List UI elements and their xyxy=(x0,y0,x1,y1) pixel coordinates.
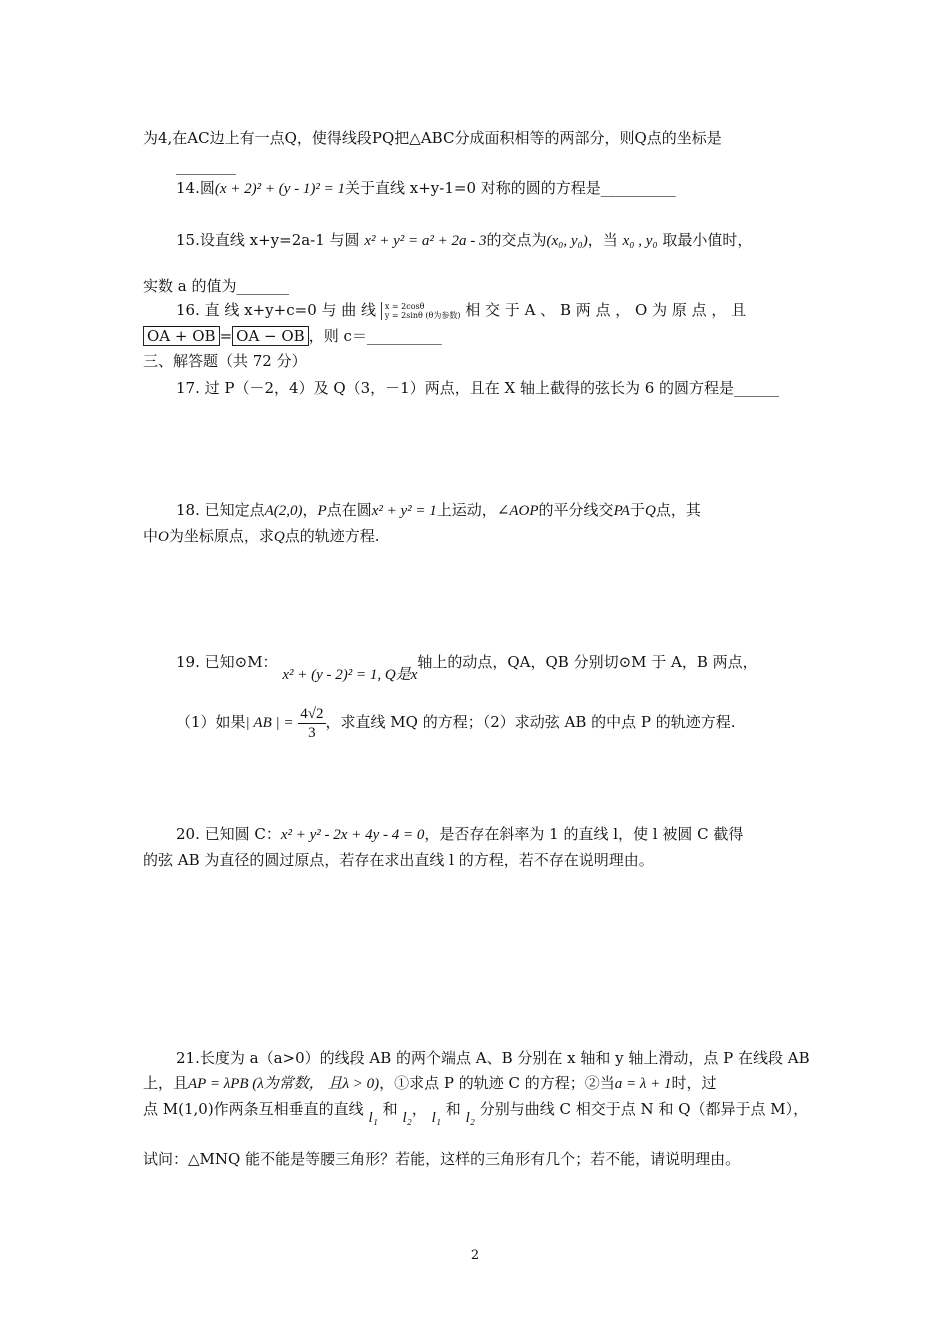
section-3-heading: 三、解答题（共 72 分） xyxy=(143,352,307,370)
q18-origin: O xyxy=(158,529,169,545)
q21-line4: 试问：△MNQ 能不能是等腰三角形？若能，这样的三角形有几个；若不能，请说明理由。 xyxy=(143,1150,741,1168)
q15-line2: 实数 a 的值为_______ xyxy=(143,277,289,295)
q16-param-system xyxy=(381,302,461,320)
q19-fraction xyxy=(298,705,325,742)
q15-suffix: 取最小值时， xyxy=(662,231,753,249)
q20-b: ，是否存在斜率为 1 的直线 l，使 l 被圆 C 截得 xyxy=(424,825,744,843)
q15-mid2: ，当 xyxy=(587,231,618,249)
q18-line2 xyxy=(143,526,380,547)
q16-suffix: 相 交 于 A 、 B 两 点 ， O 为 原 点 ， 且 xyxy=(465,301,747,319)
q14-equation: (x + 2)² + (y - 1)² = 1 xyxy=(214,181,346,197)
q15-mid: 的交点为 xyxy=(486,231,547,249)
q19-fraction-denominator: 3 xyxy=(308,724,316,741)
q15 xyxy=(176,230,752,251)
q13-line1: 为4,在AC边上有一点Q，使得线段PQ把△ABC分成面积相等的两部分，则Q点的坐标是 xyxy=(143,129,722,147)
q17: 17. 过 P（－2，4）及 Q（3，－1）两点，且在 X 轴上截得的弦长为 6 的圆方程是______ xyxy=(176,379,780,397)
q18-angle: ∠AOP xyxy=(496,503,539,519)
q18-e: 的平分线交 xyxy=(538,501,614,519)
q20-equation: x² + y² - 2x + 4y - 4 = 0 xyxy=(280,827,425,843)
q14 xyxy=(176,178,676,199)
q16-vector-diff: OA − OB xyxy=(232,326,309,346)
q14-prefix: 14.圆 xyxy=(176,179,215,197)
q18 xyxy=(176,500,701,521)
q16 xyxy=(176,300,746,320)
q18-point-q: Q xyxy=(644,503,656,519)
q18-l2c: 点的轨迹方程. xyxy=(284,527,380,545)
q19 xyxy=(176,652,758,683)
q21-and-2: 和 xyxy=(445,1100,461,1118)
q21-l3a: 点 M(1,0)作两条互相垂直的直线 xyxy=(143,1100,364,1118)
q15-prefix: 15.设直线 x+y=2a-1 与圆 xyxy=(176,231,360,249)
q18-l2b: 为坐标原点，求 xyxy=(168,527,274,545)
q18-point-a: A(2,0) xyxy=(264,503,303,519)
q18-segment: PA xyxy=(613,503,630,519)
q18-point-q2: Q xyxy=(273,529,285,545)
q19-fraction-numerator: 4√2 xyxy=(300,705,324,722)
q18-g: 点，其 xyxy=(655,501,701,519)
q18-l2a: 中 xyxy=(143,527,159,545)
q13-blank: ________ xyxy=(176,157,236,175)
q21-line-l1: l₁ xyxy=(368,1110,378,1126)
q21-l2b: ，①求点 P 的轨迹 C 的方程；②当 xyxy=(379,1074,615,1092)
q14-suffix: 关于直线 x+y-1=0 对称的圆的方程是__________ xyxy=(345,179,676,197)
q16-sys-x: x = 2cosθ xyxy=(384,302,425,311)
q20-a: 20. 已知圆 C： xyxy=(176,825,281,843)
q16-tail: ，则 c＝__________ xyxy=(308,327,442,345)
q18-circle: x² + y² = 1 xyxy=(371,503,437,519)
q21-a-condition: a = λ + 1 xyxy=(614,1076,672,1092)
q18-a: 18. 已知定点 xyxy=(176,501,265,519)
q18-b: ， xyxy=(302,501,318,519)
q19-ab-length: | AB | = xyxy=(245,715,294,731)
q19-equation: x² + (y - 2)² = 1, Q是x xyxy=(282,667,418,683)
q21-line1: 21.长度为 a（a>0）的线段 AB 的两个端点 A、B 分别在 x 轴和 y 轴上滑动，点 P 在线段 AB xyxy=(176,1049,810,1067)
q20-line2: 的弦 AB 为直径的圆过原点，若存在求出直线 l 的方程，若不存在说明理由。 xyxy=(143,851,654,869)
q21-line3 xyxy=(143,1099,809,1126)
page-number: 2 xyxy=(470,1248,480,1263)
q18-f: 于 xyxy=(629,501,645,519)
q19-l2b: ，求直线 MQ 的方程；（2）求动弦 AB 的中点 P 的轨迹方程. xyxy=(325,713,736,731)
q15-point: (x₀, y₀) xyxy=(546,233,588,249)
q21-and-1: 和 xyxy=(382,1100,398,1118)
q19-b: 轴上的动点，QA，QB 分别切⊙M 于 A，B 两点， xyxy=(417,653,758,671)
q19-a: 19. 已知⊙M： xyxy=(176,653,278,671)
q16-line2 xyxy=(143,326,442,346)
q16-equals: = xyxy=(219,327,233,345)
q20 xyxy=(176,824,743,845)
q21-l2c: 时，过 xyxy=(671,1074,717,1092)
q21-comma: ， xyxy=(411,1100,427,1118)
q21-line-l2: l₂ xyxy=(402,1110,412,1126)
q19-l2a: （1）如果 xyxy=(176,713,246,731)
q18-d: 上运动， xyxy=(436,501,497,519)
q18-c: 点在圆 xyxy=(326,501,372,519)
q19-line2 xyxy=(176,702,736,743)
q16-sys-y: y = 2sinθ (θ为参数) xyxy=(384,311,461,320)
q16-vector-sum: OA + OB xyxy=(143,326,220,346)
q21-line-l1-b: l₁ xyxy=(431,1110,442,1126)
q15-xy: x₀ , y₀ xyxy=(622,233,658,249)
q16-prefix: 16. 直 线 x+y+c=0 与 曲 线 xyxy=(176,301,377,319)
q21-l2a: 上，且 xyxy=(143,1074,189,1092)
q21-vector-condition: AP = λPB (λ为常数， 且λ > 0) xyxy=(188,1076,380,1092)
q21-l3b: 分别与曲线 C 相交于点 N 和 Q（都异于点 M）， xyxy=(479,1100,809,1118)
q21-line-l2-b: l₂ xyxy=(465,1110,475,1126)
q21-line2 xyxy=(143,1073,717,1094)
q18-point-p: P xyxy=(317,503,327,519)
q15-equation: x² + y² = a² + 2a - 3 xyxy=(364,233,487,249)
